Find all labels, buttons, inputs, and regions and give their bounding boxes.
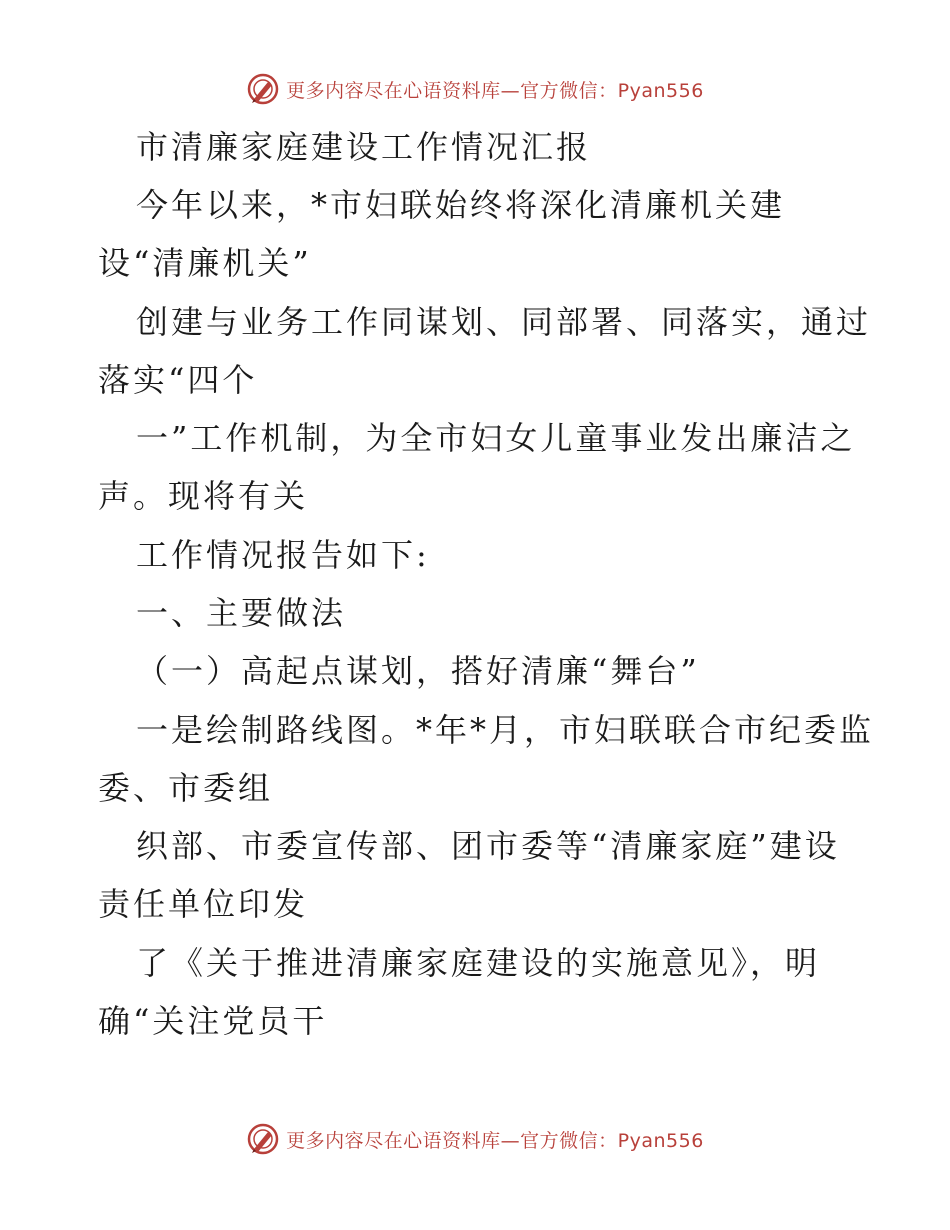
section-heading: 一、主要做法 — [136, 594, 347, 632]
paragraph-line: 确“关注党员干 — [98, 1002, 328, 1040]
watermark-text: 更多内容尽在心语资料库—官方微信：Pyan556 — [286, 79, 704, 102]
paragraph-line: 了《关于推进清廉家庭建设的实施意见》，明 — [136, 944, 821, 982]
paragraph-line: 工作情况报告如下: — [136, 536, 430, 574]
subsection-heading: （一）高起点谋划，搭好清廉“舞台” — [136, 652, 700, 690]
watermark-footer — [0, 1122, 950, 1156]
paragraph-line: 织部、市委宣传部、团市委等“清廉家庭”建设 — [136, 827, 840, 865]
paragraph-line: 一”工作机制，为全市妇女儿童事业发出廉洁之 — [136, 419, 856, 457]
watermark-header — [0, 72, 950, 106]
paragraph-line: 声。现将有关 — [98, 477, 309, 515]
paragraph-line: 委、市委组 — [98, 769, 274, 807]
paragraph-line: 责任单位印发 — [98, 885, 309, 923]
paragraph-line: 今年以来，*市妇联始终将深化清廉机关建 — [136, 186, 786, 224]
paragraph-line: 设“清廉机关” — [98, 244, 312, 282]
pen-logo-icon — [246, 1122, 280, 1156]
pen-logo-icon — [246, 72, 280, 106]
document-title: 市清廉家庭建设工作情况汇报 — [136, 128, 592, 166]
paragraph-line: 一是绘制路线图。*年*月，市妇联联合市纪委监 — [136, 711, 875, 749]
watermark-text: 更多内容尽在心语资料库—官方微信：Pyan556 — [286, 1129, 704, 1152]
paragraph-line: 落实“四个 — [98, 361, 258, 399]
paragraph-line: 创建与业务工作同谋划、同部署、同落实，通过 — [136, 303, 872, 341]
